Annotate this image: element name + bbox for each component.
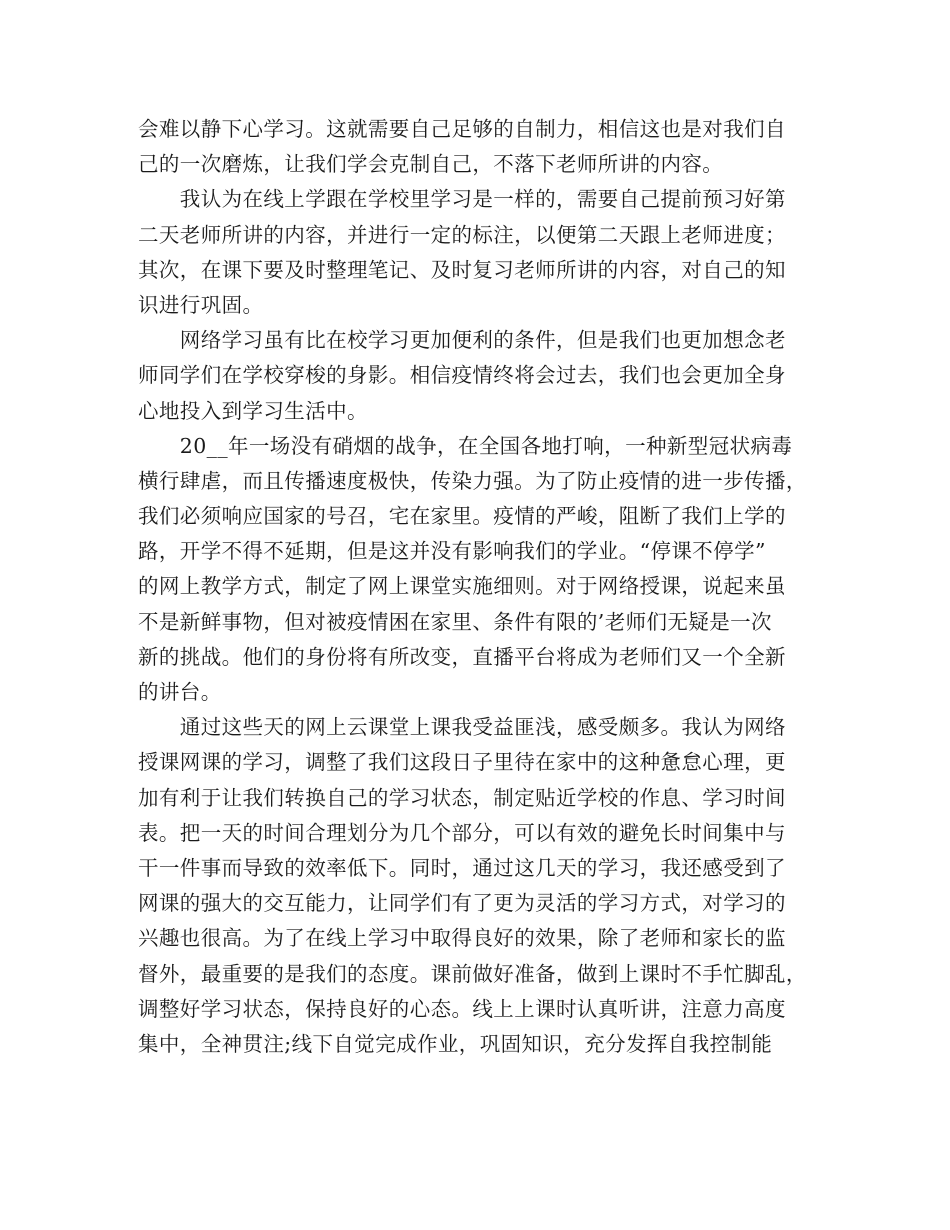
- text-line: 集中，全神贯注;线下自觉完成作业，巩固知识，充分发挥自我控制能: [138, 1031, 773, 1056]
- text-line: 网课的强大的交互能力，让同学们有了更为灵活的学习方式，对学习的: [138, 891, 786, 916]
- text-line: 新的挑战。他们的身份将有所改变，直播平台将成为老师们又一个全新: [138, 644, 786, 669]
- text-line: 其次，在课下要及时整理笔记、及时复习老师所讲的内容，对自己的知: [138, 257, 786, 282]
- text-line: 己的一次磨炼，让我们学会克制自己，不落下老师所讲的内容。: [138, 152, 724, 177]
- text-line: 调整好学习状态，保持良好的心态。线上上课时认真听讲，注意力高度: [138, 996, 786, 1021]
- text-line: 表。把一天的时间合理划分为几个部分，可以有效的避免长时间集中与: [138, 820, 786, 845]
- text-line: 会难以静下心学习。这就需要自己足够的自制力，相信这也是对我们自: [138, 117, 786, 141]
- text-line: 的讲台。: [138, 680, 222, 704]
- text-line: 二天老师所讲的内容，并进行一定的标注，以便第二天跟上老师进度；: [138, 222, 786, 247]
- text-line: 干一件事而导致的效率低下。同时，通过这几天的学习，我还感受到了: [138, 855, 786, 880]
- text-line: 网络学习虽有比在校学习更加便利的条件，但是我们也更加想念老: [138, 328, 786, 353]
- text-line: 我认为在线上学跟在学校里学习是一样的，需要自己提前预习好第: [138, 187, 786, 212]
- text-line: 我们必须响应国家的号召，宅在家里。疫情的严峻，阻断了我们上学的: [138, 504, 786, 529]
- text-line: 路，开学不得不延期，但是这并没有影响我们的学业。“停课不停学”: [138, 539, 766, 564]
- text-line: 识进行巩固。: [138, 292, 264, 317]
- text-line: 加有利于让我们转换自己的学习状态，制定贴近学校的作息、学习时间: [138, 785, 786, 810]
- text-line: 横行肆虐，而且传播速度极快，传染力强。为了防止疫情的进一步传播，: [138, 468, 807, 493]
- text-line: 通过这些天的网上云课堂上课我受益匪浅，感受颇多。我认为网络: [138, 715, 786, 740]
- text-line: 督外，最重要的是我们的态度。课前做好准备，做到上课时不手忙脚乱，: [138, 961, 807, 986]
- text-line: 的网上教学方式，制定了网上课堂实施细则。对于网络授课，说起来虽: [138, 574, 786, 599]
- text-line: 兴趣也很高。为了在线上学习中取得良好的效果，除了老师和家长的监: [138, 926, 786, 951]
- body-text: [138, 112, 814, 1062]
- text-line: 授课网课的学习，调整了我们这段日子里待在家中的这种惫怠心理，更: [138, 750, 786, 775]
- text-line: 不是新鲜事物，但对被疫情困在家里、条件有限的’老师们无疑是一次: [138, 609, 772, 634]
- text-line: 心地投入到学习生活中。: [138, 398, 368, 423]
- text-line: 20__年一场没有硝烟的战争，在全国各地打响，一种新型冠状病毒: [138, 433, 793, 458]
- text-line: 师同学们在学校穿梭的身影。相信疫情终将会过去，我们也会更加全身: [138, 363, 786, 388]
